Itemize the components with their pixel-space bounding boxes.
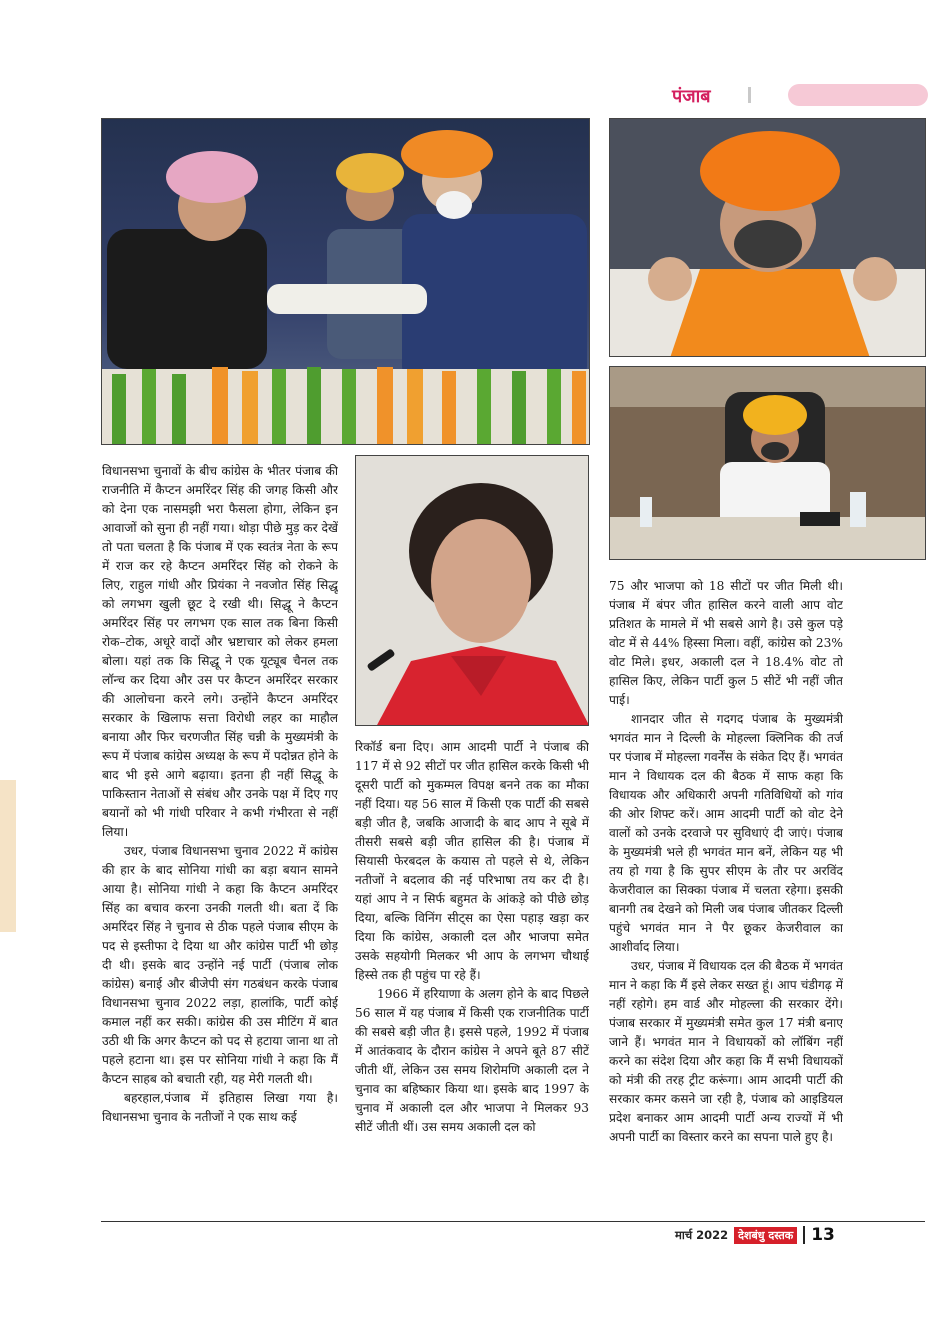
- rally-stage-photo: [101, 118, 590, 445]
- page-footer: [675, 1224, 835, 1246]
- article-column-2: [355, 738, 589, 1214]
- paragraph: रिकॉर्ड बना दिए। आम आदमी पार्टी ने पंजाब की 117 में से 92 सीटों पर जीत हासिल करके किसी भी दूसरी पार्टी को मुकम्मल विपक्ष बनने तक का मौका नहीं दिया। यह 56 साल में किसी एक पार्टी की सबसे बड़ी जीत है, जबकि आजादी के बाद आप ने सूबे में तीसरी सबसे बड़ी जीत हासिल की है। पंजाब में सियासी फेरबदल के कयास तो पहले से थे, लेकिन नतीजों ने बदलाव की नई परिभाषा तय कर दी है। यहां आप ने न सिर्फ बहुमत के आंकड़े को पीछे छोड़ दिया, बल्कि विनिंग सीट्स का ऐसा पहाड़ खड़ा कर दिया कि कांग्रेस, अकाली दल और भाजपा समेत उसके सहयोगी मिलकर भी आप के लगभग चौथाई हिस्से तक ही पहुंच पा रहे हैं।: [355, 740, 589, 982]
- header-decoration: [788, 84, 928, 106]
- paragraph: बहरहाल,पंजाब में इतिहास लिखा गया है। विधानसभा चुनाव के नतीजों ने एक साथ कई: [102, 1091, 338, 1124]
- issue-date: मार्च 2022: [675, 1227, 729, 1242]
- woman-speaking-photo: [355, 455, 589, 726]
- leader-orange-turban-photo: [609, 118, 926, 357]
- footer-separator: [803, 1226, 805, 1244]
- article-column-3: [609, 577, 843, 1214]
- paragraph: विधानसभा चुनावों के बीच कांग्रेस के भीतर पंजाब की राजनीति में कैप्टन अमरिंदर सिंह की जगह किसी और को देना एक नासमझी भरा फैसला होगा, लेकिन इन आवाजों को सुना ही नहीं गया। थोड़ा पीछे मुड़ कर देखें तो पता चलता है कि पंजाब में एक स्वतंत्र नेता के रूप में राज कर रहे कैप्टन अमरिंदर सिंह को रोकने के लिए, राहुल गांधी और प्रियंका ने नवजोत सिंह सिद्धू को लगभग खुली छूट दे रखी थी। सिद्धू ने कैप्टन अमरिंदर सिंह पर लगभग एक साल तक बिना किसी रोक–टोक, अधूरे वादों और भ्रष्टाचार को लेकर हमला बोला। यहां तक कि सिद्धू ने एक यूट्यूब चैनल तक लॉन्च कर दिया और उस पर कैप्टन अमरिंदर सरकार की आलोचना करने लगे। उन्होंने कैप्टन अमरिंदर सरकार के खिलाफ सत्ता विरोधी लहर का माहौल बनाया और फिर चरणजीत सिंह चन्नी के मुख्यमंत्री के रूप में पंजाब कांग्रेस अध्यक्ष के रूप में पदोन्नत होने के बाद भी इसे आगे बढ़ाया। इतना ही नहीं सिद्धू के पाकिस्तान नेताओं से संबंध और उनके पक्ष में दिए गए बयानों को भी गांधी परिवार ने कभी गंभीरता से नहीं लिया।: [102, 464, 338, 839]
- page-number: 13: [811, 1225, 835, 1245]
- paragraph: उधर, पंजाब में विधायक दल की बैठक में भगवंत मान ने कहा कि मैं इसे लेकर सख्त हूं। आप चंडीगढ़ में नहीं रहोगे। हम वार्ड और मोहल्ला की सरकार देंगे। पंजाब सरकार में मुख्यमंत्री समेत कुल 17 मंत्री बनाए जाने हैं। भगवंत मान ने विधायकों को लॉबिंग नहीं करने का संदेश दिया और कहा कि मैं सभी विधायकों को मंत्री की तरह ट्रीट करूंगा। आम आदमी पार्टी की सरकार कमर कसने जा रही है, पंजाब को आइडियल प्रदेश बनाकर आम आदमी पार्टी अन्य राज्यों में भी अपनी पार्टी का विस्तार करने का सपना पाले हुए है।: [609, 959, 843, 1144]
- magazine-brand: देशबंधु दस्तक: [734, 1227, 797, 1244]
- paragraph: उधर, पंजाब विधानसभा चुनाव 2022 में कांग्रेस की हार के बाद सोनिया गांधी का बड़ा बयान सामने आया है। सोनिया गांधी ने कहा कि कैप्टन अमरिंदर सिंह का बचाव करना उनकी गलती थी। बता दें कि अमरिंदर सिंह ने चुनाव से ठीक पहले पंजाब सीएम के पद से इस्तीफा दे दिया था और कांग्रेस पार्टी भी छोड़ दी थी। इसके बाद उन्होंने नई पार्टी (पंजाब लोक कांग्रेस) बनाई और बीजेपी संग गठबंधन करके पंजाब विधानसभा चुनाव 2022 लड़ा, हालांकि, पार्टी कोई कमाल नहीं कर सकी। कांग्रेस की उस मीटिंग में बात उठी थी कि अगर कैप्टन को पद से हटाया जाना था तो पहले हटाना था। इस पर सोनिया गांधी ने कहा कि मैं कैप्टन साहब को बचाती रही, यह मेरी गलती थी।: [102, 844, 338, 1086]
- header-divider: [748, 87, 751, 103]
- side-tab-decoration: [0, 780, 16, 932]
- section-title: पंजाब: [672, 86, 711, 107]
- paragraph: शानदार जीत से गदगद पंजाब के मुख्यमंत्री भगवंत मान ने दिल्ली के मोहल्ला क्लिनिक की तर्ज पर पंजाब में मोहल्ला गवर्नेंस के संकेत दिए हैं। भगवंत मान ने विधायक दल की बैठक में साफ कहा कि विधायक और अधिकारी अपनी गतिविधियों को गांव की ओर शिफ्ट करें। आम आदमी पार्टी को वोट देने वालों को उनके दरवाजे पर सुविधाएं दी जाएं। पंजाब के मुख्यमंत्री भले ही भगवंत मान बनें, लेकिन यह भी तय हो गया है कि सुपर सीएम के तौर पर अरविंद केजरीवाल का सिक्का पंजाब में चलता रहेगा। इसकी बानगी तब देखने को मिली जब पंजाब जीतकर दिल्ली पहुंचे भगवंत मान ने पैर छूकर केजरीवाल का आशीर्वाद लिया।: [609, 712, 843, 954]
- footer-divider: [101, 1221, 925, 1222]
- article-column-1: [102, 462, 338, 1214]
- leader-at-desk-photo: [609, 366, 926, 560]
- paragraph: 75 और भाजपा को 18 सीटों पर जीत मिली थी। पंजाब में बंपर जीत हासिल करने वाली आप वोट प्रतिशत के मामले में भी सबसे आगे है। उसे कुल पड़े वोट में से 44% हिस्सा मिला। वहीं, कांग्रेस को 23% वोट मिले। इधर, अकाली दल ने 18.4% वोट तो हासिल किए, लेकिन पार्टी कुल 5 सीटें भी नहीं जीत पाई।: [609, 579, 843, 707]
- paragraph: 1966 में हरियाणा के अलग होने के बाद पिछले 56 साल में यह पंजाब में किसी एक राजनीतिक पार्टी की सबसे बड़ी जीत है। इससे पहले, 1992 में पंजाब में आतंकवाद के दौरान कांग्रेस ने अपने बूते 87 सीटें जीती थीं, लेकिन उस समय शिरोमणि अकाली दल ने चुनाव का बहिष्कार किया था। इसके बाद 1997 के चुनाव में अकाली दल और भाजपा ने मिलकर 93 सीटें जीती थीं। उस समय अकाली दल को: [355, 987, 589, 1134]
